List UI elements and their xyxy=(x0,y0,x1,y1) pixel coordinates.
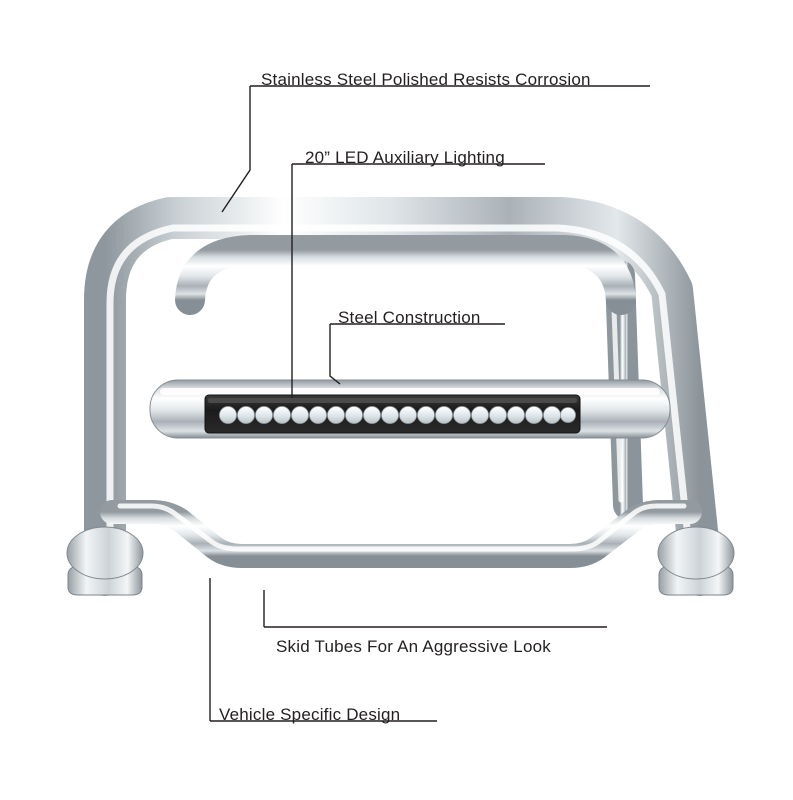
callout-skid-tubes: Skid Tubes For An Aggressive Look xyxy=(276,637,551,656)
callout-vehicle-specific: Vehicle Specific Design xyxy=(219,705,401,724)
callout-led-lighting: 20” LED Auxiliary Lighting xyxy=(305,148,505,167)
led-light-bar xyxy=(205,395,580,433)
callout-stainless-steel: Stainless Steel Polished Resists Corrosion xyxy=(261,70,591,89)
inner-hoop-top xyxy=(190,250,621,300)
callout-steel-construction: Steel Construction xyxy=(338,308,481,327)
